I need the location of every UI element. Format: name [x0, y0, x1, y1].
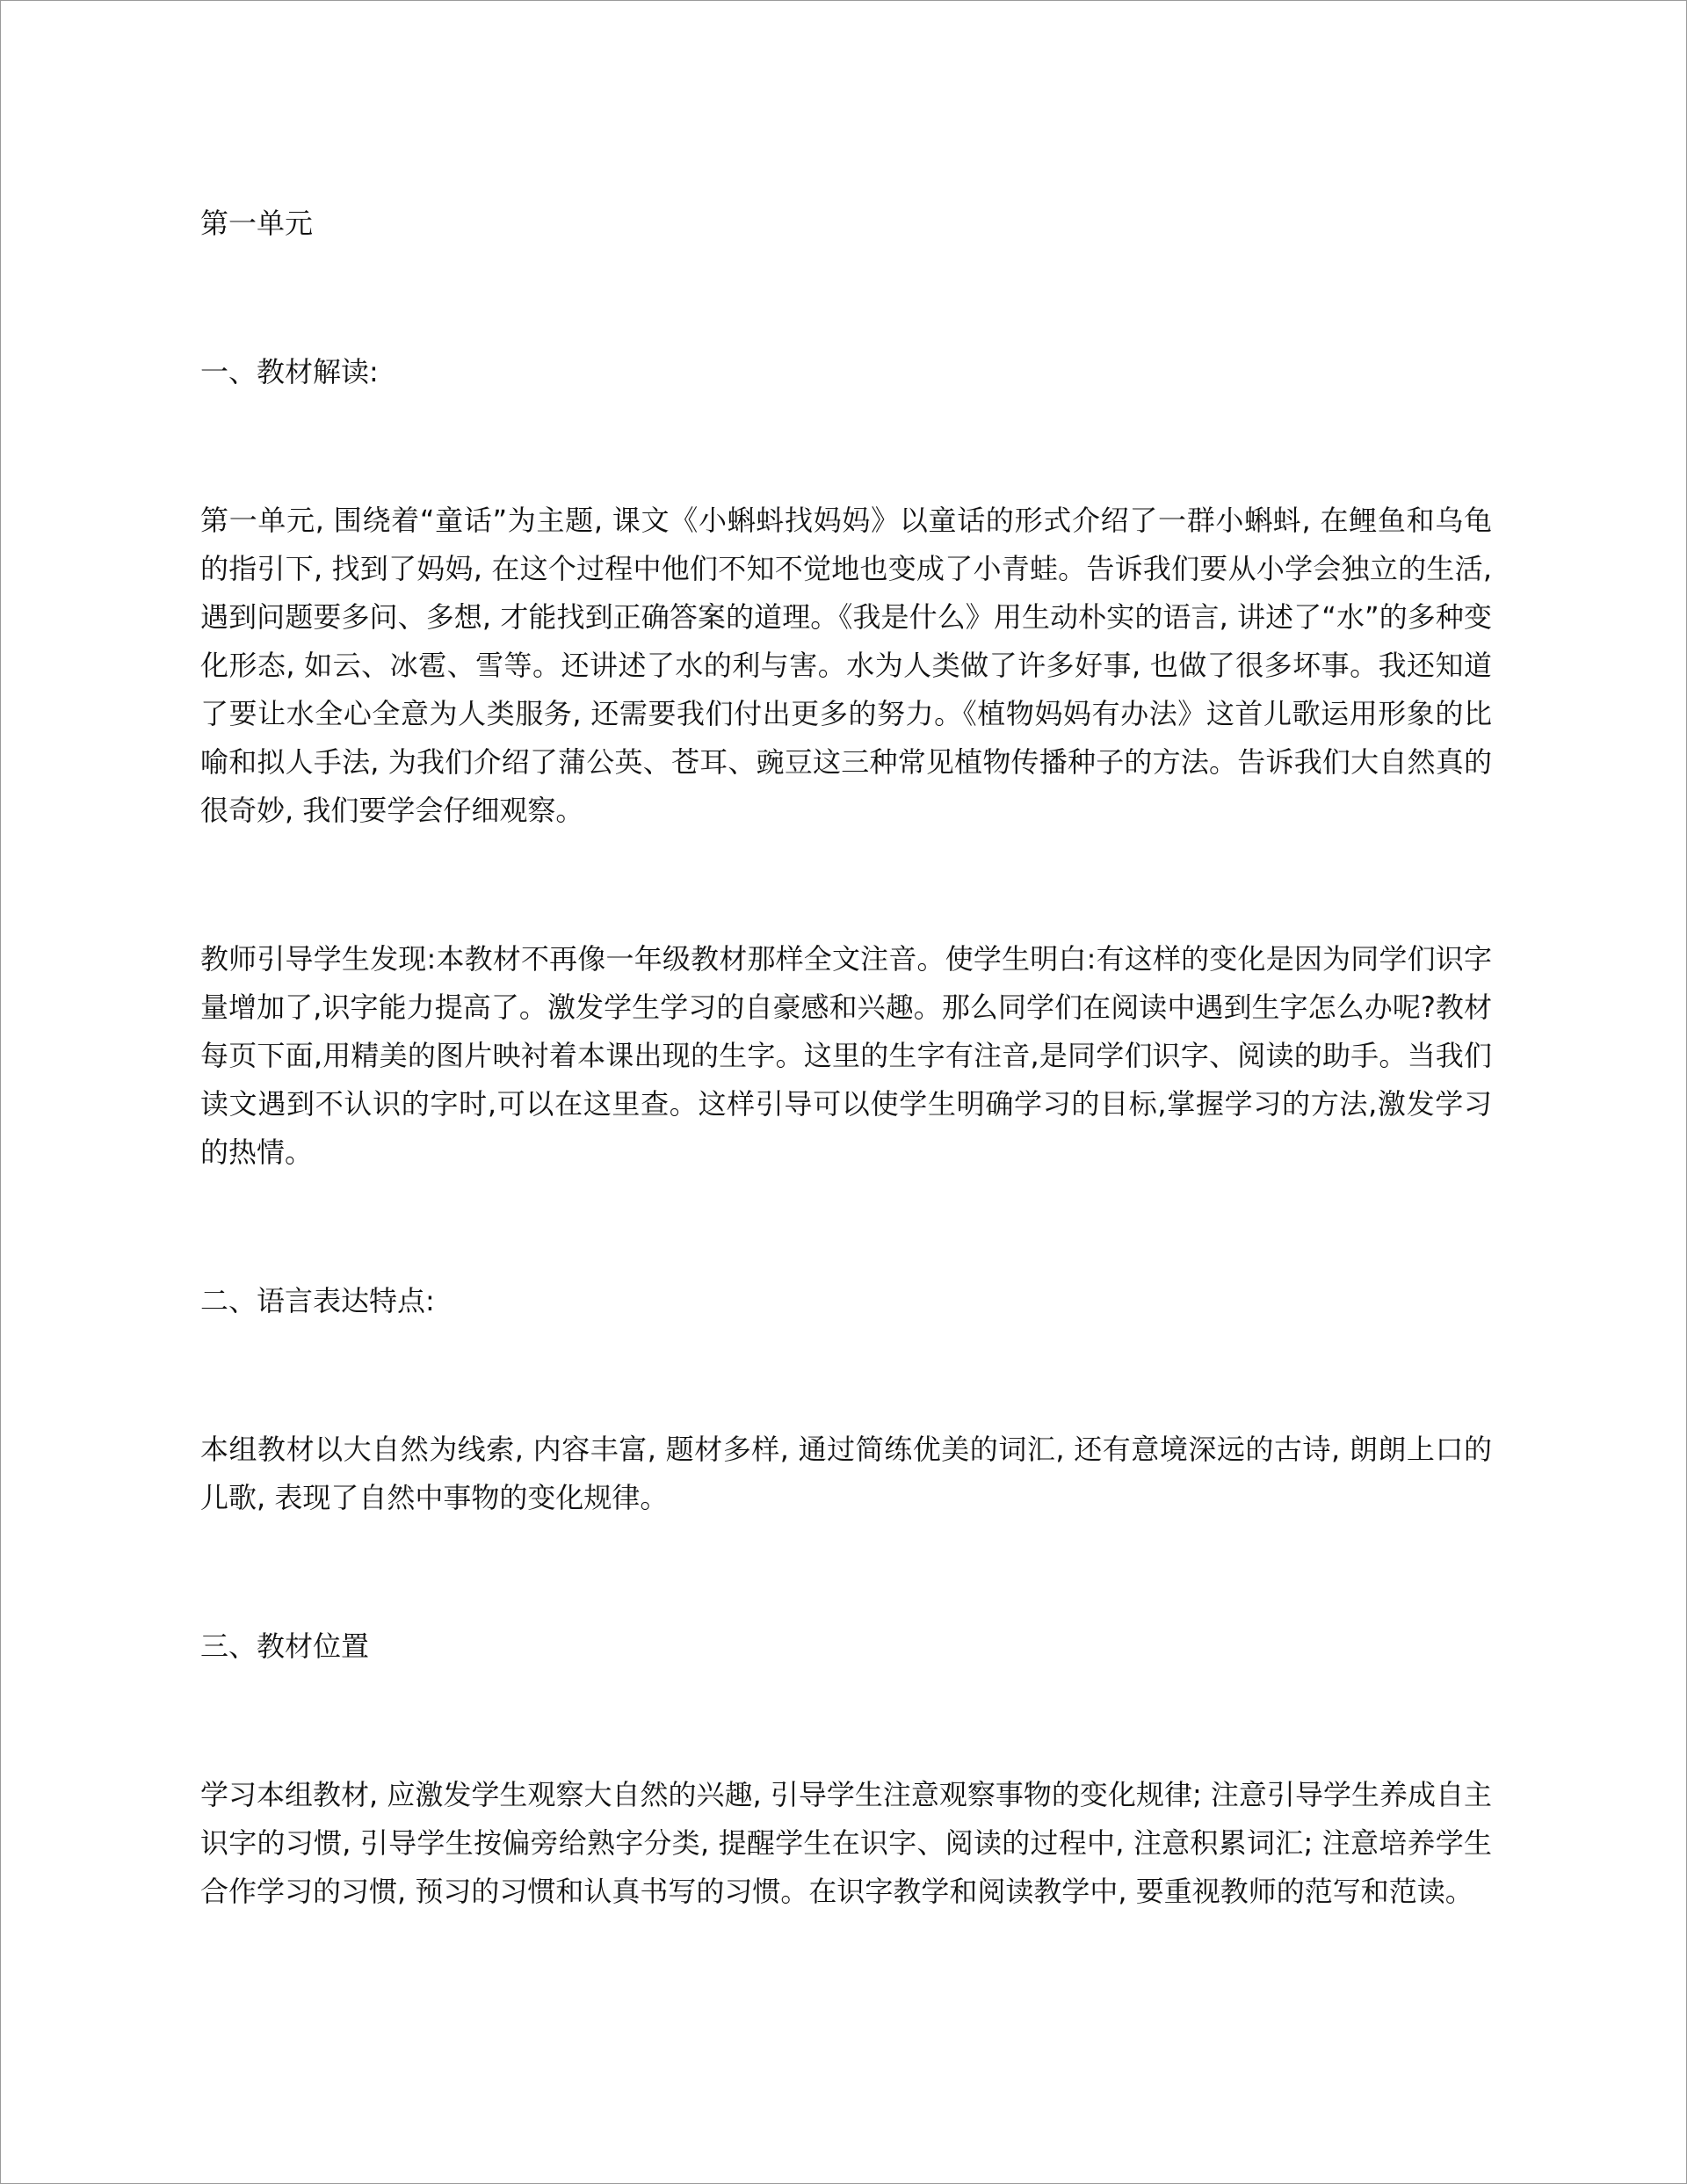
paragraph-language-features: 本组教材以大自然为线索, 内容丰富, 题材多样, 通过简练优美的词汇, 还有意境深远的古诗, 朗朗上口的儿歌, 表现了自然中事物的变化规律。	[200, 1433, 1492, 1514]
paragraph-teacher-guidance: 教师引导学生发现:本教材不再像一年级教材那样全文注音。使学生明白:有这样的变化是因为同学们识字量增加了,识字能力提高了。激发学生学习的自豪感和兴趣。那么同学们在阅读中遇到生字怎么办呢?教材每页下面,用精美的图片映衬着本课出现的生字。这里的生字有注音,是同学们识字、阅读的助手。当我们读文遇到不认识的字时,可以在这里查。这样引导可以使学生明确学习的目标,掌握学习的方法,激发学习的热情。	[200, 942, 1492, 1169]
unit-title: 第一单元	[200, 207, 314, 240]
section-heading-textbook-interpretation: 一、教材解读:	[200, 355, 379, 388]
paragraph-unit-overview: 第一单元, 围绕着“童话”为主题, 课文《小蝌蚪找妈妈》以童话的形式介绍了一群小蝌蚪, 在鲤鱼和乌龟的指引下, 找到了妈妈, 在这个过程中他们不知不觉地也变成了小青蛙。告诉我们要从小学会独立的生活, 遇到问题要多问、多想, 才能找到正确答案的道理。《我是什么》用生动朴实的语言, 讲述了“水”的多种变化形态, 如云、冰雹、雪等。还讲述了水的利与害。水为人类做了许多好事, 也做了很多坏事。我还知道了要让水全心全意为人类服务, 还需要我们付出更多的努力。《植物妈妈有办法》这首儿歌运用形象的比喻和拟人手法, 为我们介绍了蒲公英、苍耳、豌豆这三种常见植物传播种子的方法。告诉我们大自然真的很奇妙, 我们要学会仔细观察。	[200, 504, 1492, 827]
section-heading-language-features: 二、语言表达特点:	[200, 1284, 435, 1317]
section-heading-textbook-position: 三、教材位置	[200, 1629, 370, 1663]
paragraph-textbook-position: 学习本组教材, 应激发学生观察大自然的兴趣, 引导学生注意观察事物的变化规律; 注意引导学生养成自主识字的习惯, 引导学生按偏旁给熟字分类, 提醒学生在识字、阅读的过程中, 注意积累词汇; 注意培养学生合作学习的习惯, 预习的习惯和认真书写的习惯。在识字教学和阅读教学中, 要重视教师的范写和范读。	[200, 1778, 1492, 1908]
document-content	[200, 200, 1492, 1916]
